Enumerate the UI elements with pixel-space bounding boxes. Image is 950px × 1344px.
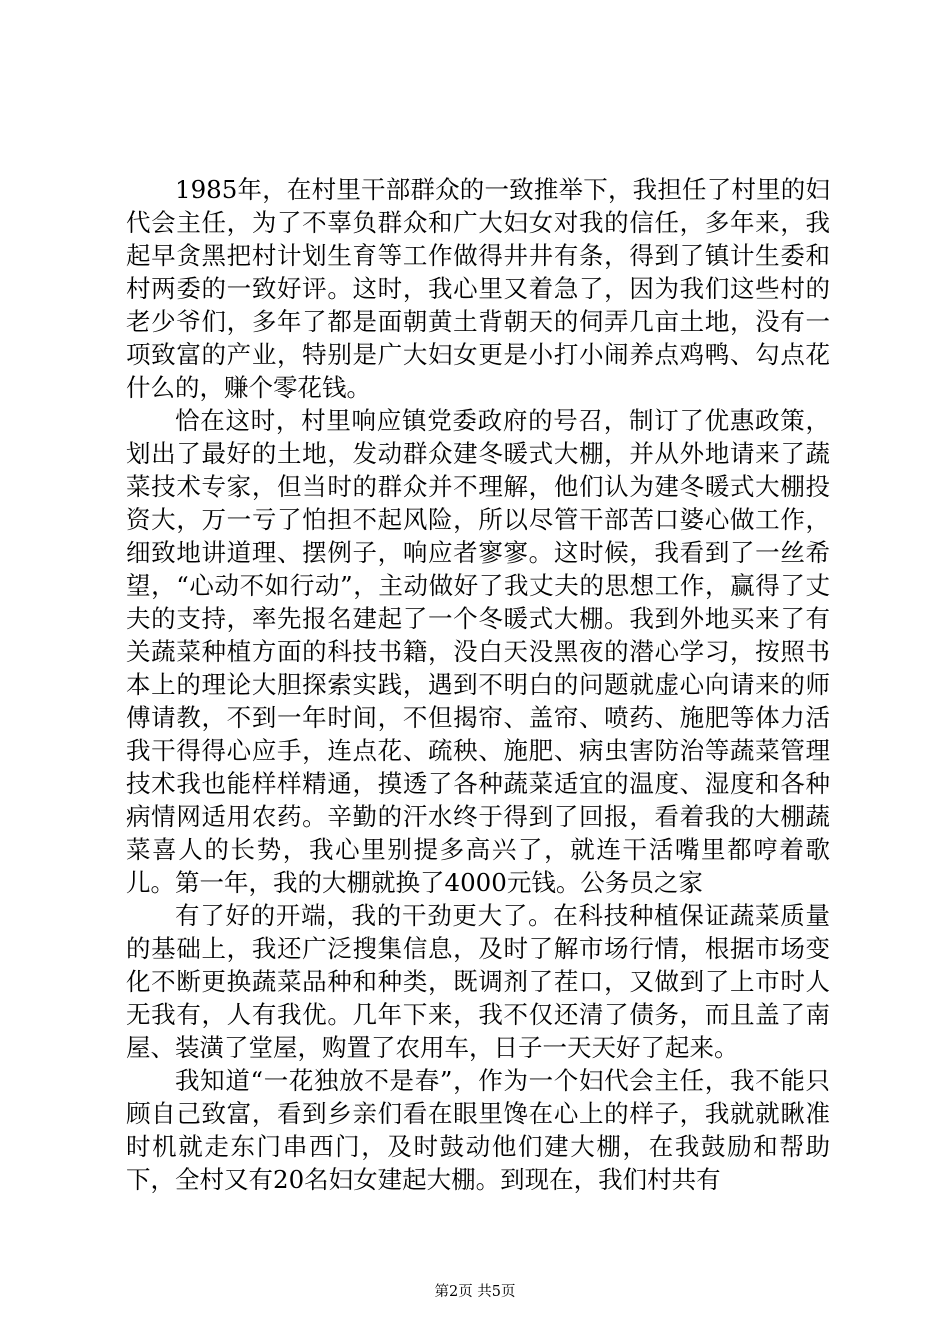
page-number-footer: 第2页 共5页 [434,1284,516,1300]
paragraph-1: 1985年，在村里干部群众的一致推举下，我担任了村里的妇代会主任，为了不辜负群众和广大妇女对我的信任，多年来，我起早贪黑把村计划生育等工作做得井井有条，得到了镇计生委和村两委的一致好评。这时，我心里又着急了，因为我们这些村的老少爷们，多年了都是面朝黄土背朝天的伺弄几亩土地，没有一项致富的产业，特别是广大妇女更是小打小闹养点鸡鸭、勾点花什么的，赚个零花钱。 [126,175,830,402]
paragraph-4: 我知道“一花独放不是春”，作为一个妇代会主任，我不能只顾自己致富，看到乡亲们看在眼里馋在心上的样子，我就就瞅准时机就走东门串西门，及时鼓动他们建大棚，在我鼓励和帮助下，全村又有20名妇女建起大棚。到现在，我们村共有 [126,1066,830,1194]
document-body [126,173,830,1196]
paragraph-3: 有了好的开端，我的干劲更大了。在科技种植保证蔬菜质量的基础上，我还广泛搜集信息，及时了解市场行情，根据市场变化不断更换蔬菜品种和种类，既调剂了茬口，又做到了上市时人无我有，人有我优。几年下来，我不仅还清了债务，而且盖了南屋、装潢了堂屋，购置了农用车，日子一天天好了起来。 [126,901,830,1062]
paragraph-2: 恰在这时，村里响应镇党委政府的号召，制订了优惠政策，划出了最好的土地，发动群众建冬暖式大棚，并从外地请来了蔬菜技术专家，但当时的群众并不理解，他们认为建冬暖式大棚投资大，万一亏了怕担不起风险，所以尽管干部苦口婆心做工作，细致地讲道理、摆例子，响应者寥寥。这时候，我看到了一丝希望，“心动不如行动”，主动做好了我丈夫的思想工作，赢得了丈夫的支持，率先报名建起了一个冬暖式大棚。我到外地买来了有关蔬菜种植方面的科技书籍，没白天没黑夜的潜心学习，按照书本上的理论大胆探索实践，遇到不明白的问题就虚心向请来的师傅请教，不到一年时间，不但揭帘、盖帘、喷药、施肥等体力活我干得得心应手，连点花、疏秧、施肥、病虫害防治等蔬菜管理技术我也能样样精通，摸透了各种蔬菜适宜的温度、湿度和各种病情网适用农药。辛勤的汗水终于得到了回报，看着我的大棚蔬菜喜人的长势，我心里别提多高兴了，就连干活嘴里都哼着歌儿。第一年，我的大棚就换了4000元钱。公务员之家 [126,406,830,897]
